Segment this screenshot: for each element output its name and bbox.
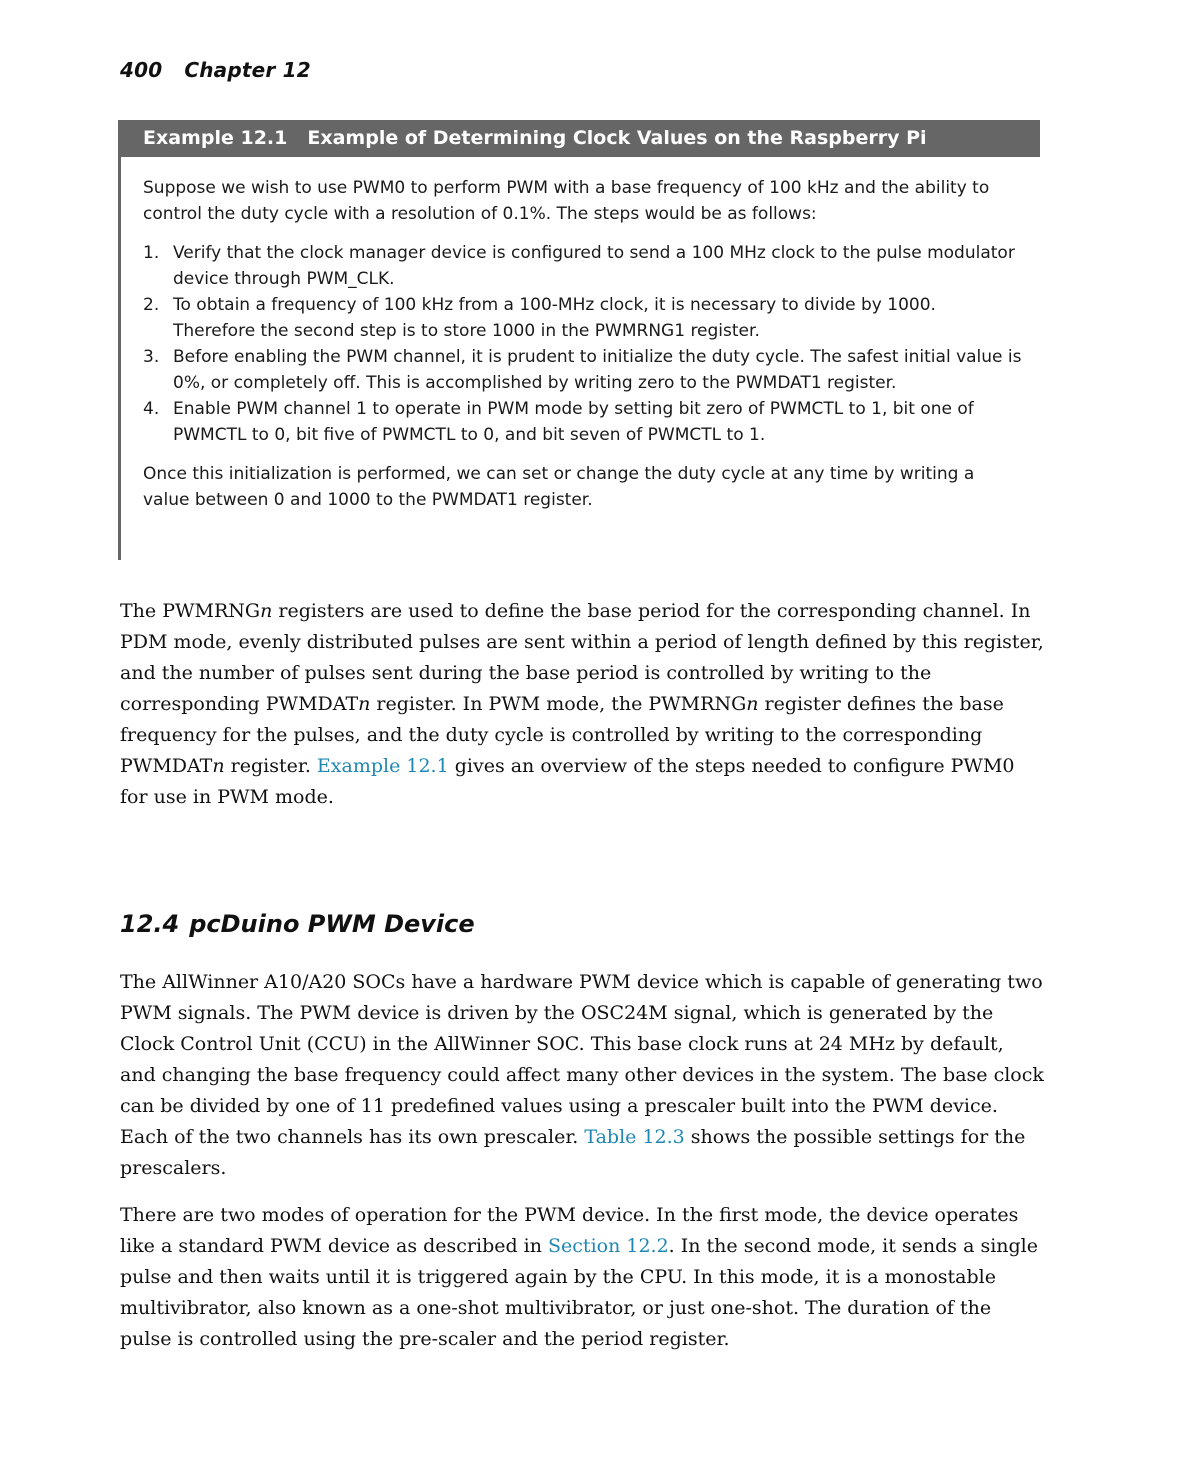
table-12-3-link[interactable]: Table 12.3 [584, 1126, 685, 1148]
example-outro: Once this initialization is performed, we can set or change the duty cycle at any time by writing a value between 0 and 1000 to the PWMDAT1 register. [143, 464, 975, 510]
section-heading [120, 910, 475, 938]
example-step [143, 292, 1023, 344]
step-number: 2. [143, 295, 160, 315]
step-text: Verify that the clock manager device is configured to send a 100 MHz clock to the pulse modulator device through PWM_CLK. [173, 243, 1015, 289]
example-step [143, 240, 1023, 292]
paragraph-pwmrng [120, 596, 1045, 813]
page-number: 400 [120, 58, 163, 82]
text-run: The PWMRNG [120, 600, 261, 622]
example-label: Example 12.1 [143, 127, 288, 149]
italic-n: n [260, 600, 273, 622]
example-step [143, 396, 1023, 448]
example-step [143, 344, 1023, 396]
example-title: Example of Determining Clock Values on the Raspberry Pi [307, 127, 927, 149]
text-run: register. In PWM mode, the PWMRNG [370, 693, 747, 715]
section-number: 12.4 [120, 910, 180, 938]
text-run: register defines the base frequency for the pulses, and the duty cycle is controlled by writing to the corresponding PWMDAT [120, 693, 1004, 777]
step-text: Before enabling the PWM channel, it is prudent to initialize the duty cycle. The safest initial value is 0%, or completely off. This is accomplished by writing zero to the PWMDAT1 register. [173, 347, 1022, 393]
italic-n: n [746, 693, 759, 715]
example-left-rule [118, 157, 121, 560]
text-run: . In the second mode, it sends a single pulse and then waits until it is triggered again by the CPU. In this mode, it is a monostable multivibrator, also known as a one-shot multivibrator, or just one-shot. The duration of the pulse is controlled using the pre-scaler and the period register. [120, 1235, 1038, 1350]
step-number: 1. [143, 243, 160, 263]
example-intro: Suppose we wish to use PWM0 to perform PWM with a base frequency of 100 kHz and the ability to control the duty cycle with a resolution of 0.1%. The steps would be as follows: [143, 178, 990, 224]
paragraph-modes [120, 1200, 1045, 1355]
section-12-2-link[interactable]: Section 12.2 [548, 1235, 669, 1257]
text-run: registers are used to define the base period for the corresponding channel. In PDM mode, evenly distributed pulses are sent within a period of length defined by this register, and the number of pulses sent during the base period is controlled by writing to the corresponding PWMDAT [120, 600, 1044, 715]
italic-n: n [212, 755, 225, 777]
text-run: shows the possible settings for the prescalers. [120, 1126, 1026, 1179]
step-text: Enable PWM channel 1 to operate in PWM mode by setting bit zero of PWMCTL to 1, bit one of PWMCTL to 0, bit five of PWMCTL to 0, and bit seven of PWMCTL to 1. [173, 399, 974, 445]
step-number: 4. [143, 399, 160, 419]
example-steps-list [143, 240, 1023, 448]
text-run: register. [224, 755, 317, 777]
step-text: To obtain a frequency of 100 kHz from a 100-MHz clock, it is necessary to divide by 1000. Therefore the second step is to store 1000 in the PWMRNG1 register. [173, 295, 936, 341]
example-12-1-link[interactable]: Example 12.1 [316, 755, 449, 777]
example-title-bar [118, 120, 1040, 157]
paragraph-allwinner [120, 967, 1045, 1184]
chapter-label: Chapter 12 [184, 58, 311, 82]
section-title: pcDuino PWM Device [189, 910, 475, 938]
text-run: There are two modes of operation for the PWM device. In the first mode, the device operates like a standard PWM device as described in [120, 1204, 1019, 1257]
text-run: The AllWinner A10/A20 SOCs have a hardware PWM device which is capable of generating two PWM signals. The PWM device is driven by the OSC24M signal, which is generated by the Clock Control Unit (CCU) in the AllWinner SOC. This base clock runs at 24 MHz by default, and changing the base frequency could affect many other devices in the system. The base clock can be divided by one of 11 predefined values using a prescaler built into the PWM device. Each of the two channels has its own prescaler. [120, 971, 1044, 1148]
example-body [143, 175, 1023, 513]
page-header [120, 58, 311, 82]
step-number: 3. [143, 347, 160, 367]
italic-n: n [358, 693, 371, 715]
example-box [118, 120, 1040, 560]
text-run: gives an overview of the steps needed to configure PWM0 for use in PWM mode. [120, 755, 1015, 808]
